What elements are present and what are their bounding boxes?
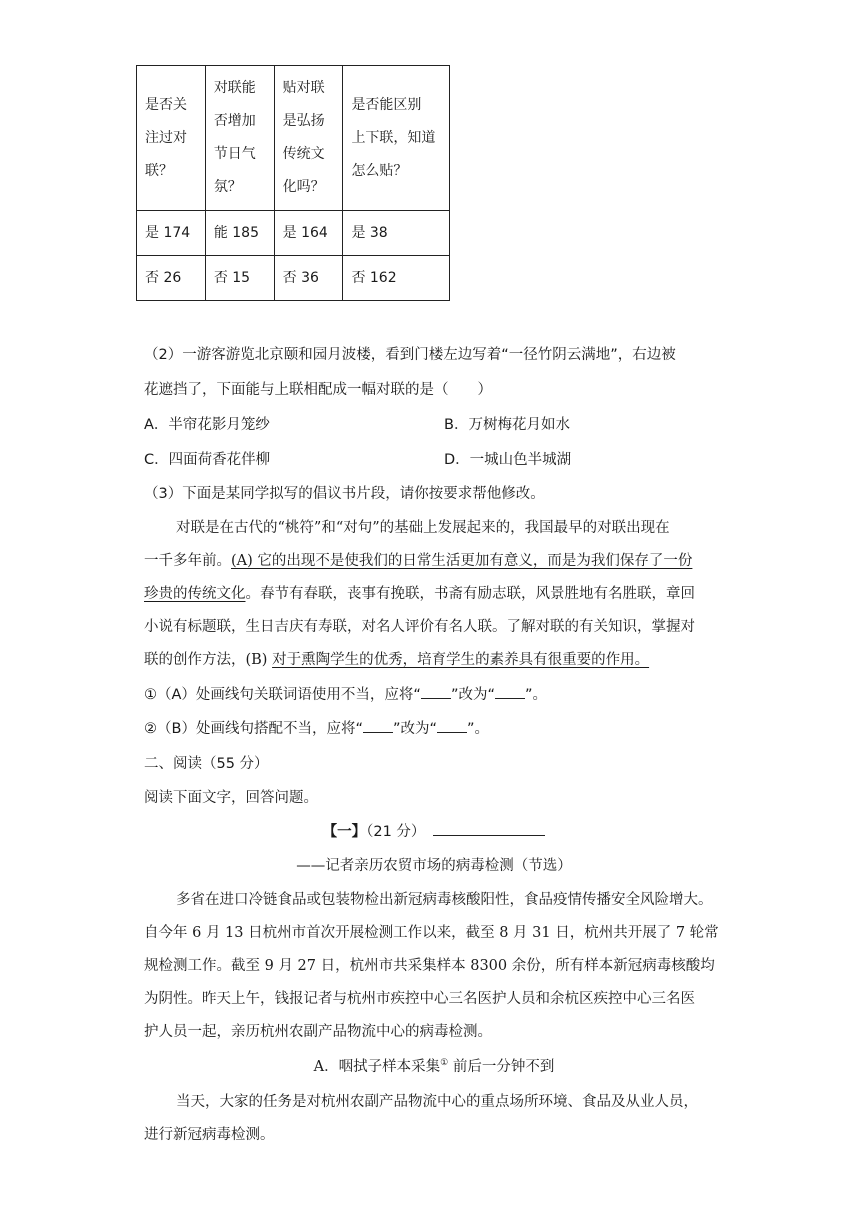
passage-section-heading (144, 1055, 724, 1076)
table-cell: 否 162 (343, 256, 450, 301)
table-header-cell (137, 66, 206, 211)
table-cell: 否 36 (274, 256, 343, 301)
footnote-marker: ① (440, 1058, 449, 1069)
q3-paragraph-line: 对联是在古代的“桃符”和“对句”的基础上发展起来的，我国最早的对联出现在 (176, 520, 670, 536)
header-text: 贴对联 (282, 80, 325, 96)
passage-title (144, 820, 724, 841)
q2-stem-line1: （2）一游客游览北京颐和园月波楼，看到门楼左边写着“一径竹阴云满地”，右边被 (144, 347, 676, 363)
header-text: 上下联，知道 (351, 129, 436, 146)
header-text: 氛？ (213, 179, 242, 195)
q2-option-d: D．一城山色半城湖 (444, 452, 572, 468)
table-cell: 是 174 (137, 211, 206, 256)
table-cell: 否 15 (205, 256, 274, 301)
q2-option-b: B．万树梅花月如水 (444, 417, 570, 433)
header-text: 节日气 (213, 146, 256, 162)
header-text: 联？ (145, 162, 173, 179)
underlined-sentence-b: 对于熏陶学生的优秀，培育学生的素养具有很重要的作用。 (272, 652, 650, 668)
passage-subtitle: ——记者亲历农贸市场的病毒检测（节选） (296, 858, 572, 874)
passage-line: 进行新冠病毒检测。 (144, 1127, 275, 1143)
passage-label: 【一】 (322, 824, 367, 840)
table-cell: 是 164 (274, 211, 343, 256)
sub-text: ”。 (524, 687, 547, 703)
passage-line: 当天，大家的任务是对杭州农副产品物流中心的重点场所环境、食品及从业人员， (176, 1094, 698, 1110)
passage-score: （21 分） (366, 824, 426, 840)
sub-text: ”改为“ (392, 721, 437, 737)
q3-plain-text: 。春节有春联，丧事有挽联，书斋有励志联，风景胜地有名胜联，章回 (245, 586, 695, 602)
passage-line: 护人员一起，亲历杭州农副产品物流中心的病毒检测。 (144, 1024, 492, 1040)
sub-text: ”。 (467, 721, 490, 737)
section-heading: 二、阅读（55 分） (144, 756, 269, 772)
q2-option-c: C．四面荷香花伴柳 (144, 452, 271, 468)
q3-intro: （3）下面是某同学拟写的倡议书片段，请你按要求帮他修改。 (144, 486, 545, 502)
passage-line: 为阴性。昨天上午，钱报记者与杭州市疾控中心三名医护人员和余杭区疾控中心三名医 (144, 991, 695, 1007)
table-row (137, 211, 450, 256)
table-row (137, 256, 450, 301)
table-header-cell (343, 66, 450, 211)
header-text: 是弘扬 (282, 113, 325, 129)
underlined-sentence-a: (A) 它的出现不是使我们的日常生活更加有意义，而是为我们保存了一份 (231, 553, 693, 569)
table-header-cell (274, 66, 343, 211)
q3-paragraph-line (144, 549, 692, 570)
passage-line: 多省在进口冷链食品或包装物检出新冠病毒核酸阳性，食品疫情传播安全风险增大。 (176, 892, 713, 908)
sub-text: ②（B）处画线句搭配不当，应将“ (144, 721, 363, 737)
answer-blank[interactable] (363, 718, 393, 733)
underlined-sentence-a-end: 珍贵的传统文化 (144, 586, 246, 602)
section-a-tail: 前后一分钟不到 (448, 1059, 555, 1075)
q3-plain-text: 联的创作方法，(B) (144, 652, 273, 668)
table-cell: 能 185 (205, 211, 274, 256)
q3-subquestion-1 (144, 683, 547, 704)
header-text: 化吗？ (282, 179, 325, 195)
sub-text: ①（A）处画线句关联词语使用不当，应将“ (144, 687, 421, 703)
header-text: 是否能区别 (351, 96, 422, 113)
sub-text: ”改为“ (450, 687, 495, 703)
header-text: 注过对 (145, 129, 187, 146)
table-cell: 否 26 (137, 256, 206, 301)
q3-paragraph-line (144, 648, 649, 669)
header-text: 是否关 (145, 96, 187, 113)
section-a-text: A．咽拭子样本采集 (313, 1059, 441, 1075)
q3-paragraph-line (144, 582, 695, 603)
q3-subquestion-2 (144, 717, 489, 738)
section-instruction: 阅读下面文字，回答问题。 (144, 790, 318, 806)
header-text: 否增加 (213, 113, 256, 129)
table-header-row (137, 66, 450, 211)
title-blank[interactable] (433, 821, 545, 836)
table-header-cell (205, 66, 274, 211)
q2-stem-line2: 花遮挡了，下面能与上联相配成一幅对联的是（ ） (144, 382, 492, 398)
header-text: 传统文 (282, 146, 325, 162)
table-cell: 是 38 (343, 211, 450, 256)
answer-blank[interactable] (437, 718, 467, 733)
answer-blank[interactable] (495, 684, 525, 699)
q3-plain-text: 一千多年前。 (144, 553, 231, 569)
answer-blank[interactable] (421, 684, 451, 699)
q2-option-a: A．半帘花影月笼纱 (144, 417, 270, 433)
passage-line: 自今年 6 月 13 日杭州市首次开展检测工作以来，截至 8 月 31 日，杭州共开展了 7 轮常 (144, 925, 719, 941)
q3-paragraph-line: 小说有标题联，生日吉庆有寿联，对名人评价有名人联。了解对联的有关知识，掌握对 (144, 619, 695, 635)
survey-table (136, 65, 450, 301)
header-text: 对联能 (213, 80, 256, 96)
header-text: 怎么贴？ (351, 162, 408, 179)
passage-line: 规检测工作。截至 9 月 27 日，杭州市共采集样本 8300 余份，所有样本新冠病毒核酸均 (144, 958, 715, 974)
